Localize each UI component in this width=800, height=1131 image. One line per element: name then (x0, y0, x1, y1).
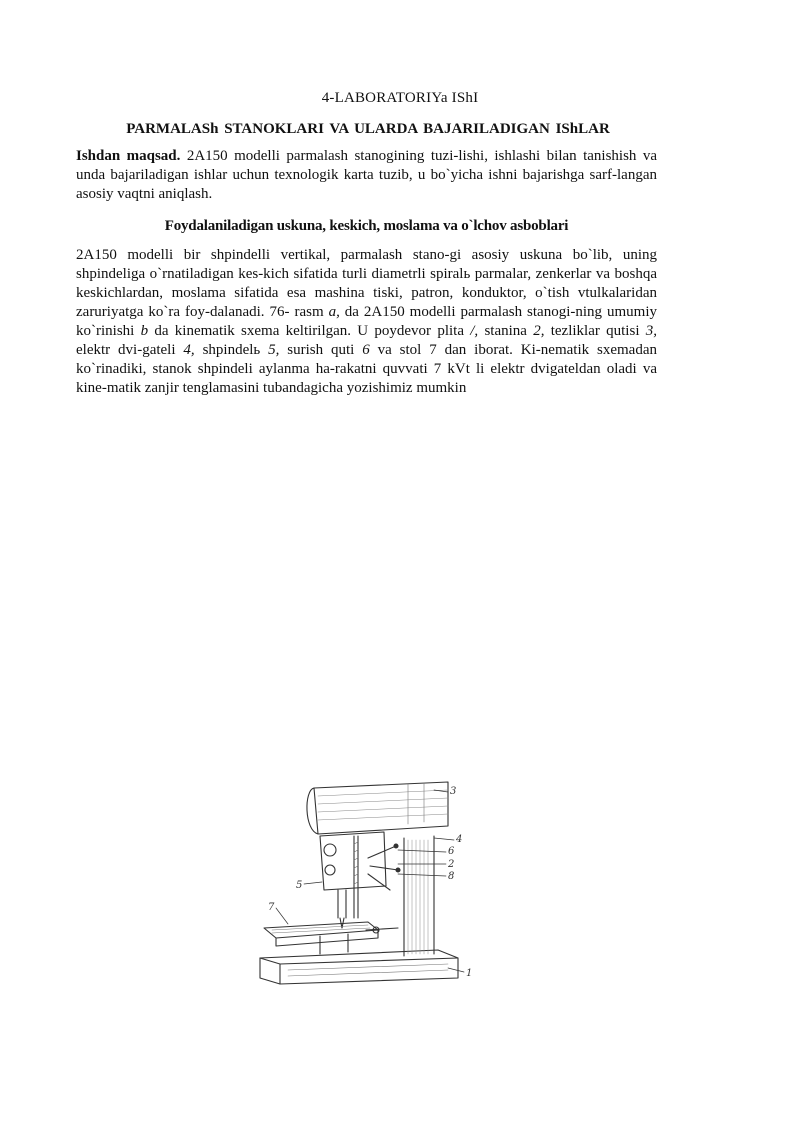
desc-text: elektr dvi-gateli (76, 342, 184, 358)
handwheel-1 (324, 844, 336, 856)
gearbox-housing (314, 782, 448, 834)
table-top (264, 922, 378, 938)
desc-italic: 6 (362, 342, 370, 358)
label-3: 3 (450, 786, 457, 797)
label-4: 4 (456, 834, 463, 845)
aim-text: 2A150 modelli parmalash stanogining tuzi-lishi, ishlashi bilan tanishish va unda bajariladigan ishlar uchun texnologik karta tuzib, u bo`yicha ishni bajarishga sarf-langan asosiy vaqtni aniqlash. (76, 148, 657, 202)
label-5: 5 (296, 880, 303, 891)
drill-press-illustration (258, 778, 480, 988)
label-2: 2 (448, 859, 455, 870)
handwheel-2 (325, 865, 335, 875)
desc-text: stanina (478, 323, 534, 339)
desc-italic: a, (328, 304, 340, 320)
lead-screw (354, 836, 358, 918)
desc-text: va stol 7 dan iborat. Ki-nematik sxemadan ko`rinadiki, stanok shpindeli aylanma ha-rakatni quvvati 7 kVt li elektr dvigateldan oladi va kine-matik zanjir tenglamasini tubandagicha yozishimiz mumkin (76, 342, 657, 396)
desc-italic: /, (470, 323, 479, 339)
desc-text: da 2A150 modelli parmalash stanogi-ning umumiy ko`rinishi (76, 304, 657, 339)
label-6: 6 (448, 846, 455, 857)
desc-italic: 4, (183, 342, 195, 358)
base-plate-outline (260, 950, 458, 984)
base-plate-edge (260, 958, 458, 964)
spindle (338, 890, 346, 918)
column-outline (404, 836, 434, 956)
desc-text: shpindelь (194, 342, 269, 358)
desc-italic: b (140, 323, 149, 339)
section-heading: Foydalaniladigan uskuna, keskich, moslama va o`lchov asboblari (164, 218, 569, 234)
desc-text: surish quti (279, 342, 363, 358)
desc-italic: 2, (533, 323, 545, 339)
description-paragraph (76, 246, 657, 398)
label-8: 8 (448, 871, 455, 882)
feed-box (320, 832, 386, 890)
aim-label: Ishdan maqsad. (76, 148, 181, 164)
label-7: 7 (268, 902, 275, 913)
desc-italic: 3, (645, 323, 657, 339)
desc-text: da kinematik sxema keltirilgan. U poydevor plita (148, 323, 471, 339)
desc-text: 2A150 modelli bir shpindelli vertikal, parmalash stano-gi asosiy uskuna bo`lib, uning shpindeliga o`rnatiladigan kes-kich sifatida turli diametrli spiralь parmalar, zenkerlar va boshqa keskichlardan, moslama sifatida esa mashina tiski, patron, konduktor, o`tish vtulkalaridan zaruriyatga ko`ra foy-dalanadi. 76- rasm (76, 247, 657, 320)
lab-title: 4-LABORATORIYa IShI (321, 90, 479, 106)
desc-text: tezliklar qutisi (544, 323, 646, 339)
main-title: PARMALASh STANOKLARI VA ULARDA BAJARILADIGAN IShLAR (126, 121, 610, 137)
aim-paragraph (76, 147, 657, 204)
feed-levers (368, 846, 398, 890)
label-1: 1 (466, 968, 473, 979)
desc-italic: 5, (268, 342, 280, 358)
